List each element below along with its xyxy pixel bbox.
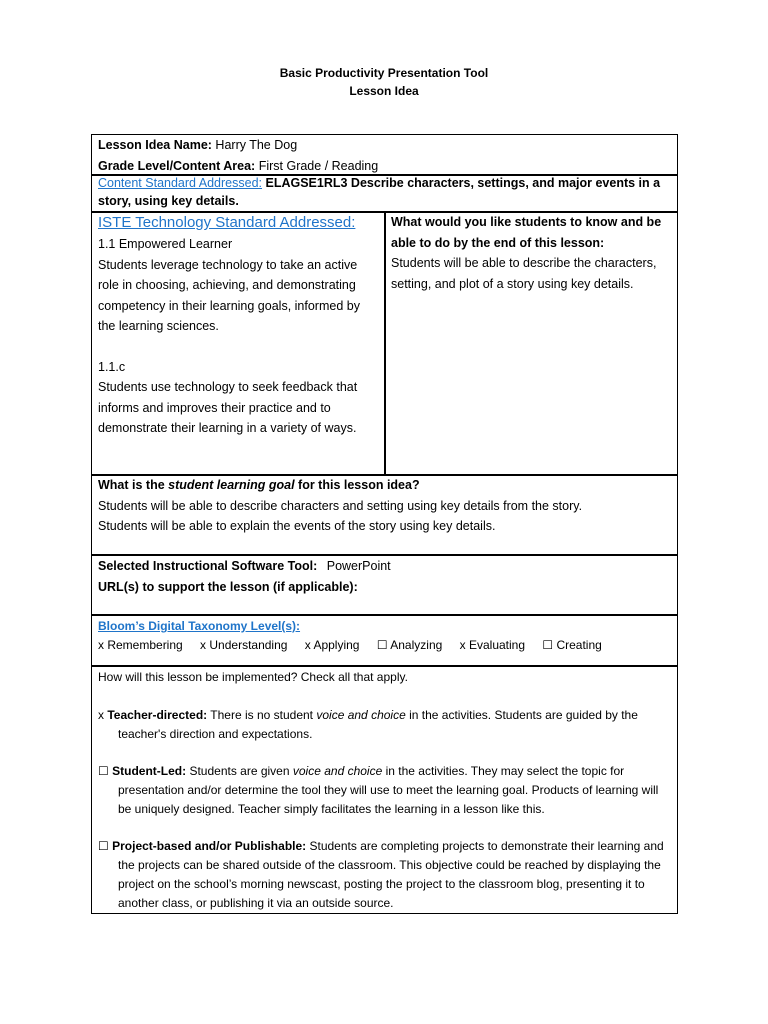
student-led-checkbox: ☐ (98, 764, 109, 778)
implementation-question: How will this lesson be implemented? Check all that apply. (98, 670, 408, 684)
content-standard-section (91, 174, 678, 213)
iste-label: ISTE Technology Standard Addressed: (98, 214, 356, 231)
iste-cell (98, 212, 378, 439)
iste-standard-2-title: 1.1.c (98, 359, 126, 374)
lesson-info-section (91, 134, 678, 176)
grade-level-value: First Grade / Reading (258, 158, 379, 173)
know-question: What would you like students to know and be able to do by the end of this lesson: (391, 215, 662, 250)
grade-level-label: Grade Level/Content Area: (98, 158, 256, 173)
project-based-checkbox: ☐ (98, 839, 109, 853)
teacher-directed-mark: x (98, 708, 104, 722)
bloom-label: Bloom’s Digital Taxonomy Level(s): (98, 619, 301, 633)
learning-goal-question: What is the student learning goal for this lesson idea? (98, 478, 420, 492)
implementation-section (91, 665, 678, 914)
iste-standard-1-title: 1.1 Empowered Learner (98, 237, 233, 251)
bloom-remembering: x Remembering (98, 638, 183, 652)
content-standard-label: Content Standard Addressed: (98, 176, 263, 190)
grade-level-row (98, 156, 673, 177)
learning-goal-line-1: Students will be able to describe characters and setting using key details from the story. (98, 498, 583, 513)
software-label: Selected Instructional Software Tool: (98, 559, 318, 573)
bloom-evaluating: x Evaluating (459, 638, 526, 652)
software-row (98, 556, 673, 577)
learning-goal-section (91, 474, 678, 556)
bloom-analyzing: ☐ Analyzing (376, 638, 443, 652)
iste-standard-1-text: Students leverage technology to take an active role in choosing, achieving, and demonstrating competency in their learning goals, informed by the learning sciences. (98, 257, 360, 333)
lesson-name-value: Harry The Dog (215, 138, 298, 152)
standards-section (91, 211, 678, 476)
column-divider (384, 212, 386, 475)
option-project-based: ☐ Project-based and/or Publishable: Students are completing projects to demonstrate their learning and the projects can be shared outside of the classroom. This objective could be reached by displaying the project on the school’s morning newscast, posting the project to the classroom blog, presenting it to another class, or publishing it via an outside source. (98, 839, 664, 910)
bloom-applying: x Applying (304, 638, 360, 652)
software-value: PowerPoint (326, 559, 391, 573)
bloom-creating: ☐ Creating (542, 638, 602, 652)
lesson-name-label: Lesson Idea Name: (98, 138, 212, 152)
software-section (91, 554, 678, 616)
bloom-section (91, 614, 678, 667)
document-subtitle: Lesson Idea (349, 84, 419, 98)
learning-goal-line-2: Students will be able to explain the events of the story using key details. (98, 519, 496, 533)
document-title: Basic Productivity Presentation Tool (279, 66, 489, 80)
option-teacher-directed: x Teacher-directed: There is no student voice and choice in the activities. Students are guided by the teacher's direction and expectations. (98, 708, 638, 741)
url-label: URL(s) to support the lesson (if applicable): (98, 579, 358, 594)
page-header (0, 64, 768, 100)
learning-goal-emphasis: student learning goal (168, 478, 295, 492)
bloom-levels (98, 635, 673, 656)
iste-standard-2-text: Students use technology to seek feedback that informs and improves their practice and to demonstrate their learning in a variety of ways. (98, 380, 358, 435)
lesson-name-row (98, 135, 673, 156)
option-student-led: ☐ Student-Led: Students are given voice and choice in the activities. They may select the topic for presentation and/or determine the tool they will use to meet the learning goal. Products of learning will be uniquely designed. Teacher simply facilitates the learning in a lesson like this. (98, 764, 659, 816)
content-standard-text: ELAGSE1RL3 Describe characters, settings, and major events in a story, using key details. (98, 176, 661, 208)
bloom-understanding: x Understanding (200, 638, 288, 652)
know-answer: Students will be able to describe the characters, setting, and plot of a story using key details. (391, 256, 657, 291)
know-cell (391, 212, 673, 294)
